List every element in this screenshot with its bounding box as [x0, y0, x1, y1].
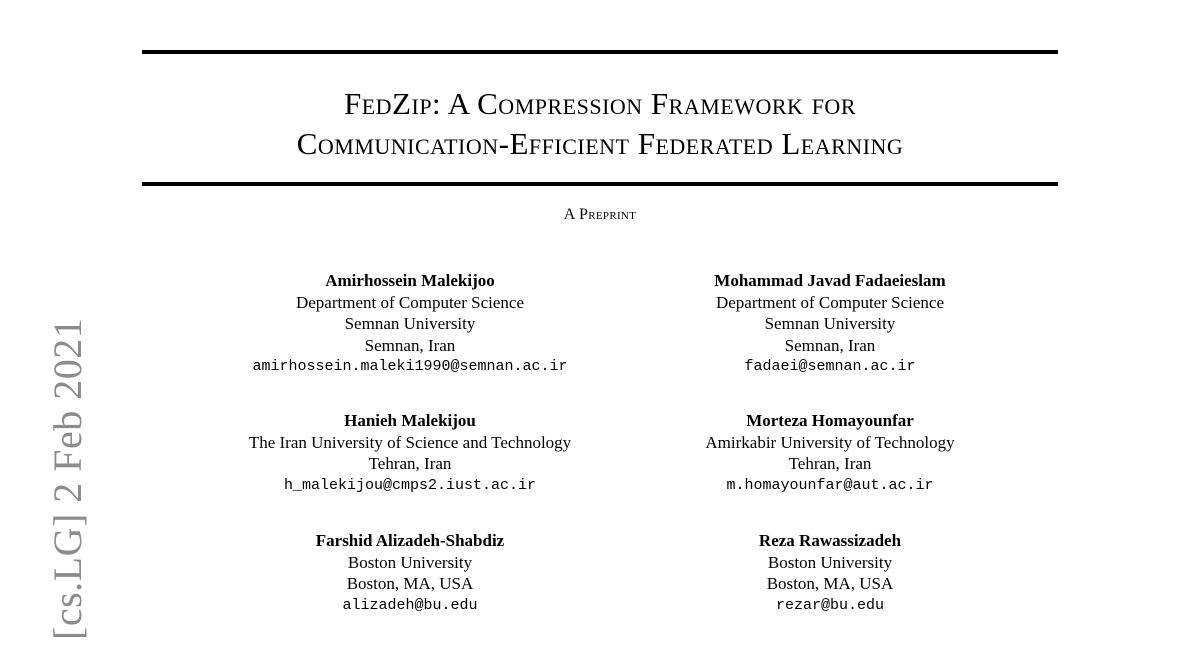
author-email: rezar@bu.edu — [775, 596, 885, 614]
author-block — [210, 410, 610, 496]
author-location: Semnan, Iran — [364, 335, 456, 355]
author-email: amirhossein.maleki1990@semnan.ac.ir — [252, 358, 568, 375]
author-email: m.homayounfar@aut.ac.ir — [726, 476, 934, 494]
author-block — [630, 270, 1030, 378]
arxiv-side-stamp: [cs.LG] 2 Feb 2021 — [45, 317, 90, 640]
title-top-rule — [142, 50, 1058, 54]
author-email: h_malekijou@cmps2.iust.ac.ir — [283, 476, 537, 494]
author-affiliation: The Iran University of Science and Technology — [248, 432, 572, 452]
author-affiliation: Department of Computer Science — [715, 292, 944, 312]
title-bottom-rule — [142, 182, 1058, 186]
title-line-1: FedZip: A Compression Framework for — [343, 86, 856, 121]
author-affiliation: Boston University — [767, 552, 893, 572]
author-name: Reza Rawassizadeh — [758, 531, 902, 550]
author-block — [210, 270, 610, 378]
paper-title — [142, 84, 1058, 164]
author-location: Tehran, Iran — [788, 454, 872, 473]
author-name: Mohammad Javad Fadaeieslam — [714, 271, 946, 290]
author-name: Amirhossein Malekijoo — [325, 271, 495, 290]
author-name: Morteza Homayounfar — [746, 411, 914, 430]
author-email: alizadeh@bu.edu — [342, 596, 478, 614]
author-affiliation: Amirkabir University of Technology — [705, 432, 955, 452]
author-location: Boston, MA, USA — [346, 574, 474, 593]
author-block — [630, 410, 1030, 496]
author-location: Tehran, Iran — [368, 454, 452, 473]
author-location: Semnan, Iran — [784, 335, 876, 355]
author-name: Farshid Alizadeh-Shabdiz — [315, 531, 505, 550]
preprint-label: A Preprint — [563, 206, 637, 223]
author-affiliation: Department of Computer Science — [295, 292, 524, 312]
title-line-2: Communication-Efficient Federated Learning — [296, 126, 904, 161]
author-name: Hanieh Malekijou — [344, 411, 476, 430]
author-email: fadaei@semnan.ac.ir — [744, 358, 916, 375]
author-affiliation: Boston University — [347, 552, 473, 572]
author-affiliation: Semnan University — [764, 314, 896, 333]
author-affiliation: Semnan University — [344, 314, 476, 333]
author-block — [210, 530, 610, 616]
author-location: Boston, MA, USA — [766, 574, 894, 593]
author-block — [630, 530, 1030, 616]
